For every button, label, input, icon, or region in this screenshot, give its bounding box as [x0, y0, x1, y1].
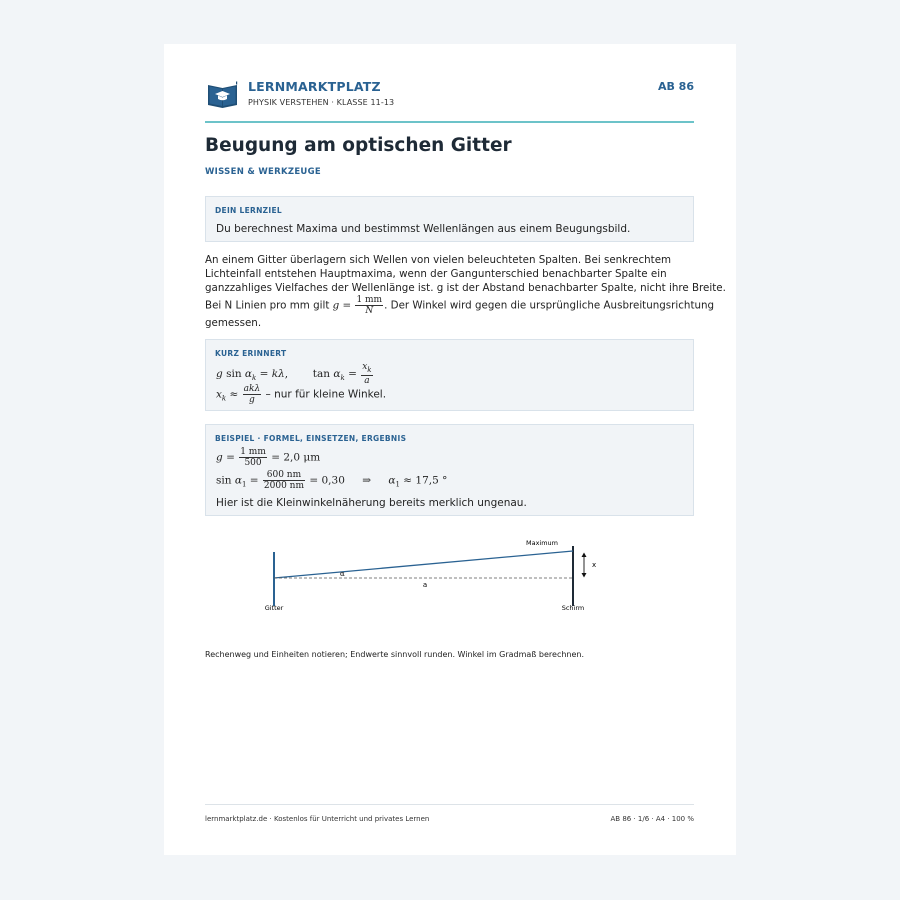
- footer-right: AB 86 · 1/6 · A4 · 100 %: [610, 815, 694, 823]
- open-book-graduation-cap-icon: [207, 81, 238, 108]
- brand-subtitle: PHYSIK VERSTEHEN · KLASSE 11-13: [248, 98, 395, 107]
- worksheet-page: [164, 44, 736, 855]
- learning-goal-box: [205, 196, 694, 242]
- small-angle-equation: $x_k$ ≈ $\frac{\text{akλ}}{g}$ – nur für kleine Winkel.: [216, 384, 387, 405]
- intro-line: Bei N Linien pro mm gilt g = $\frac{1 mm}{N}$ . Der Winkel wird gegen die ursprüngliche Ausbreitungsrichtung: [205, 295, 715, 316]
- reminder-label: KURZ ERINNERT: [215, 349, 287, 358]
- intro-line: ganzzahliges Vielfaches der Wellenlänge ist. g ist der Abstand benachbarter Spalte, nicht ihre Breite.: [205, 282, 726, 294]
- intro-line: gemessen.: [205, 317, 262, 329]
- grating-diagram: [252, 534, 612, 614]
- intro-line: Lichteinfall entstehen Hauptmaxima, wenn der Gangunterschied benachbarter Spalte ein: [205, 268, 667, 280]
- brand-name: LERNMARKTPLATZ: [248, 79, 381, 94]
- example-box: [205, 424, 694, 516]
- example-angle: $\sin \alpha_1$ = $\frac{600 nm}{2000 nm}$ = 0,30 ⇒ $\alpha_1 \approx 17,5$ °: [216, 470, 448, 491]
- intro-line: An einem Gitter überlagern sich Wellen von vielen beleuchteten Spalten. Bei senkrechtem: [205, 254, 672, 266]
- instruction-note: Rechenweg und Einheiten notieren; Endwerte sinnvoll runden. Winkel im Gradmaß berechnen.: [205, 650, 585, 659]
- diffracted-ray: [274, 551, 573, 578]
- grating-equation: g $\sin \alpha_k = k\lambda$, $\tan \alpha_k$ = $\frac{x_k}{a}$: [216, 362, 372, 386]
- header-divider: [205, 121, 694, 123]
- maximum-label: Maximum: [525, 539, 559, 547]
- footer-divider: [205, 804, 694, 805]
- footer-left: lernmarktplatz.de · Kostenlos für Unterricht und privates Lernen: [205, 815, 430, 823]
- learning-goal-text: Du berechnest Maxima und bestimmst Wellenlängen aus einem Beugungsbild.: [216, 223, 631, 235]
- intro-paragraph: [205, 253, 726, 330]
- grating-label: Gitter: [264, 604, 284, 612]
- reminder-box: [205, 339, 694, 411]
- x-label: x: [592, 561, 597, 569]
- sheet-id: AB 86: [657, 80, 694, 93]
- learning-goal-label: DEIN LERNZIEL: [215, 206, 283, 215]
- example-label: BEISPIEL · FORMEL, EINSETZEN, ERGEBNIS: [215, 434, 407, 443]
- screen-label: Schirm: [561, 604, 585, 612]
- example-spacing: g = $\frac{1 mm}{500}$ = 2,0 μm: [216, 447, 321, 468]
- alpha-label: α: [340, 570, 345, 578]
- distance-a-label: a: [422, 581, 428, 589]
- section-kicker: WISSEN & WERKZEUGE: [205, 167, 322, 177]
- example-comment: Hier ist die Kleinwinkelnäherung bereits merklich ungenau.: [216, 497, 527, 509]
- page-title: Beugung am optischen Gitter: [205, 135, 512, 156]
